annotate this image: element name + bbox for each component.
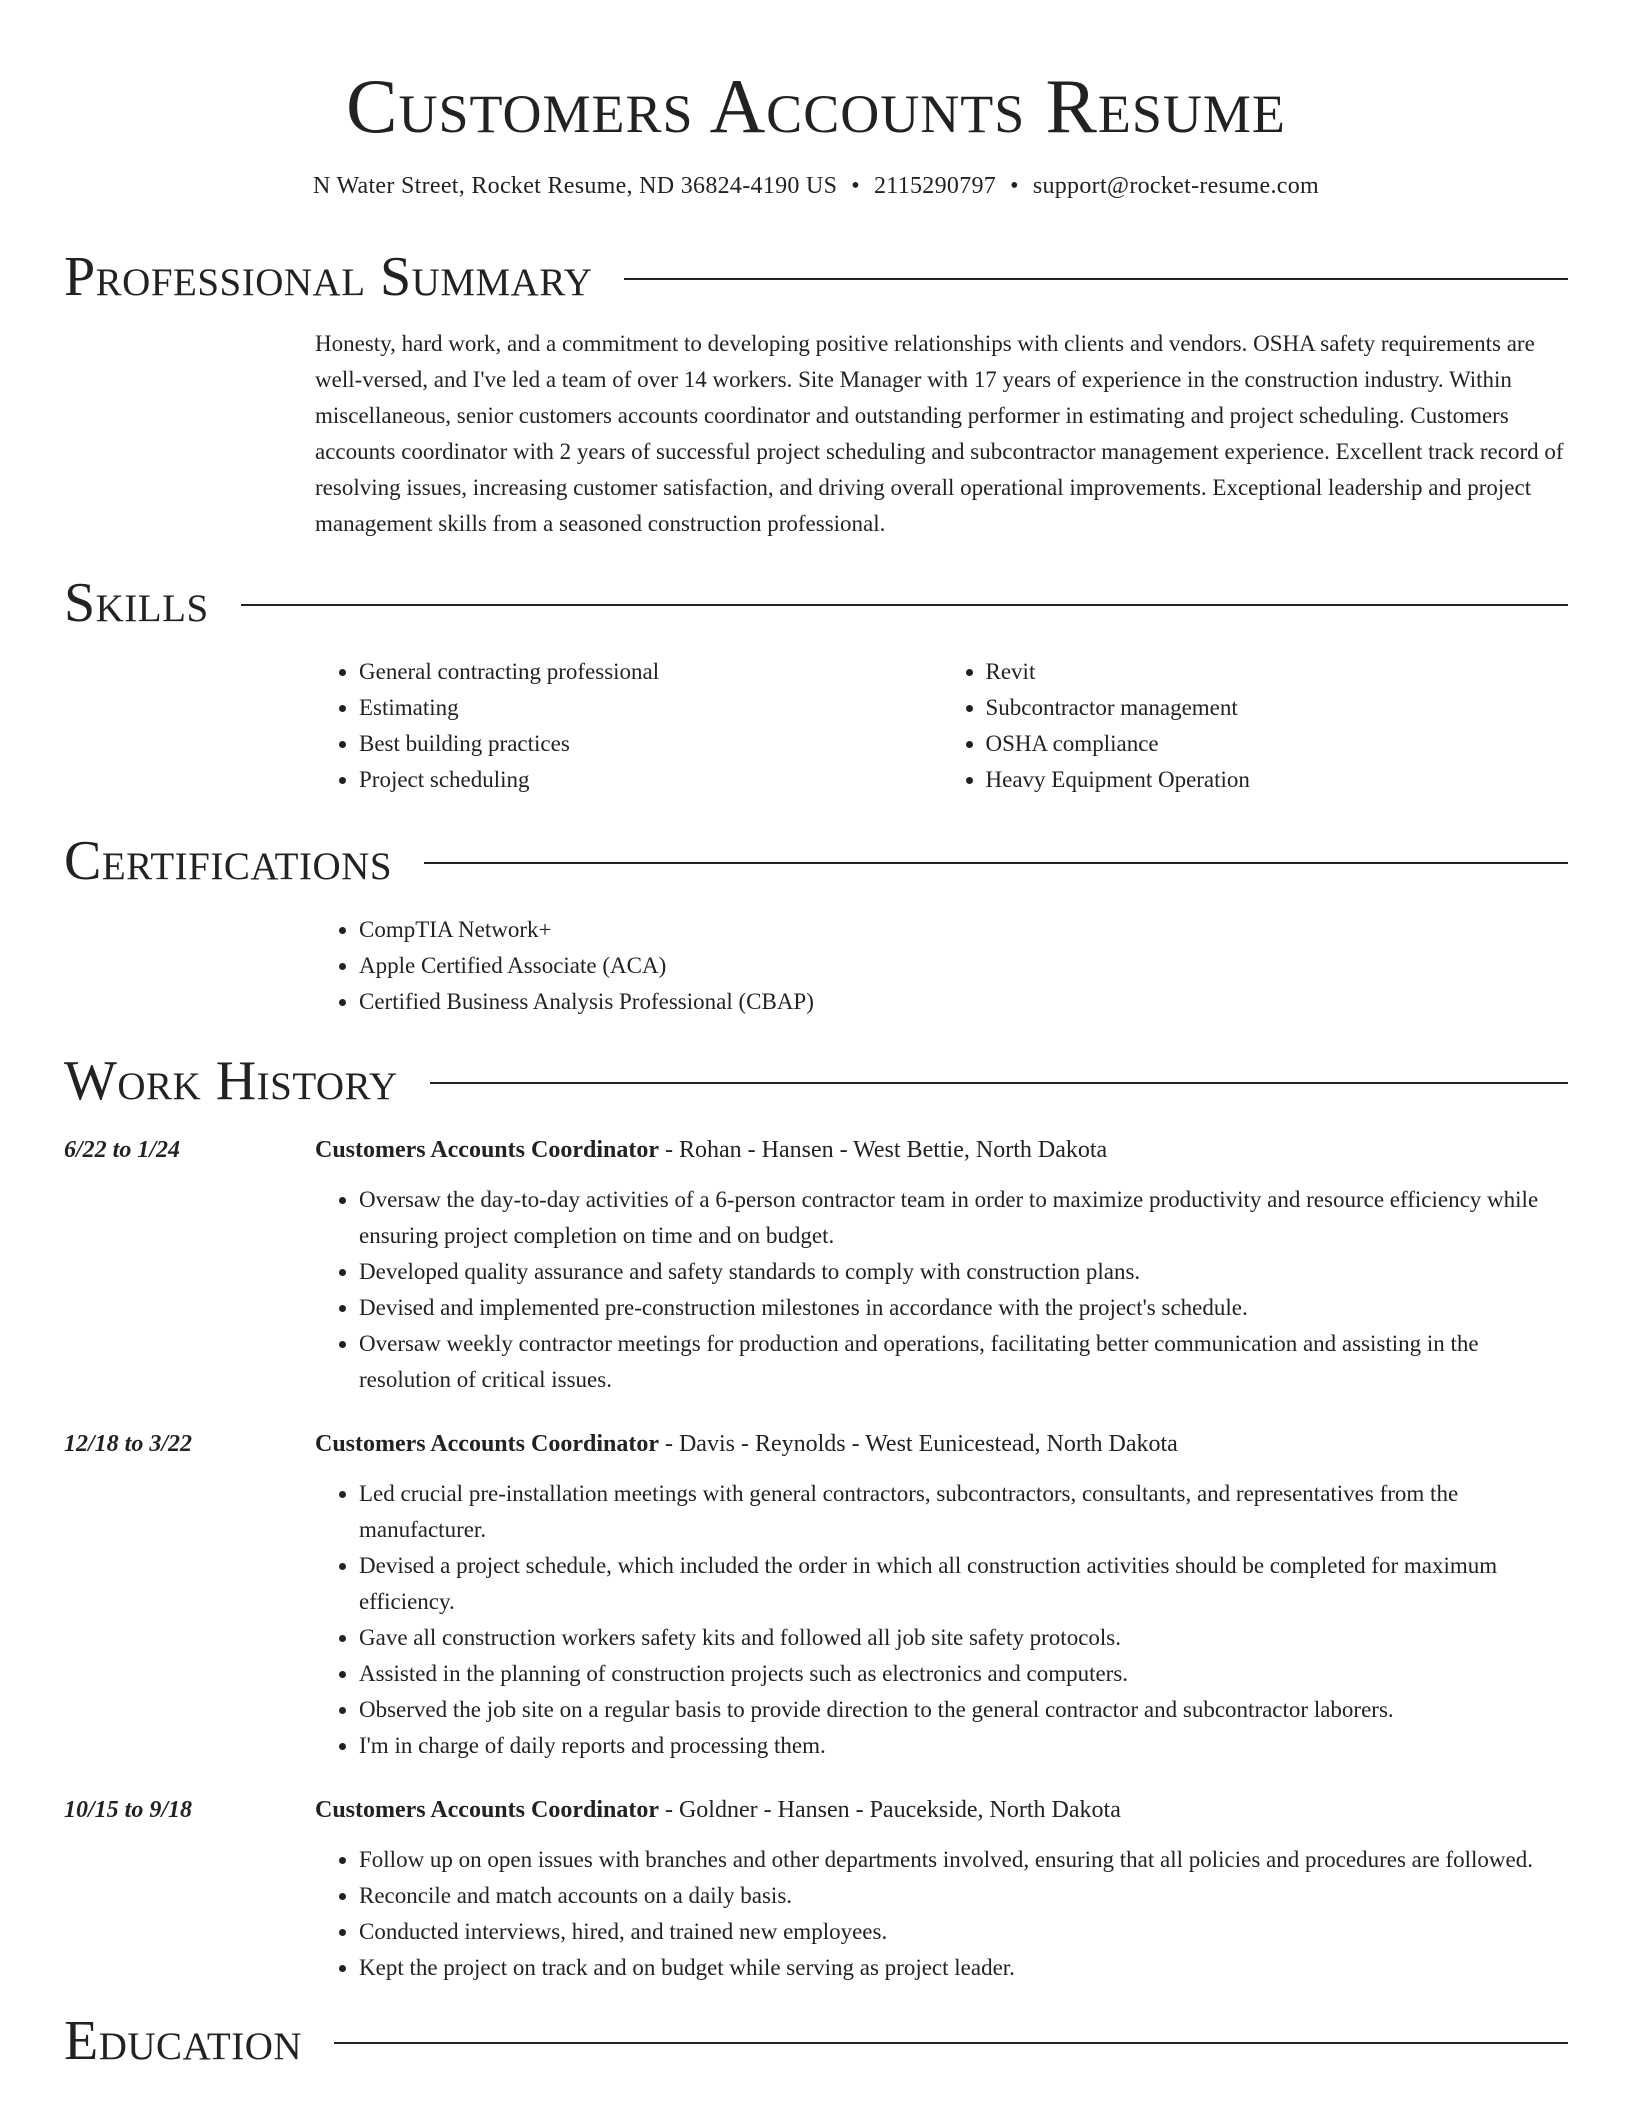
section-divider — [241, 604, 1568, 606]
job-title-line — [315, 1792, 1568, 1828]
job-company: - Davis - Reynolds - West Eunicestead, North Dakota — [658, 1431, 1178, 1457]
skills-section-header — [64, 572, 1568, 634]
job-title: Customers Accounts Coordinator — [315, 1137, 659, 1163]
job-title: Customers Accounts Coordinator — [315, 1797, 659, 1823]
job-bullets — [315, 1842, 1568, 1986]
certifications-heading: Certifications — [64, 830, 393, 892]
contact-separator: • — [851, 173, 860, 199]
job-bullet: • Kept the project on track and on budget while serving as project leader. — [359, 1950, 1568, 1986]
job-dates: 10/15 to 9/18 — [64, 1797, 193, 1823]
job-entry — [64, 1792, 1568, 1986]
certification-item: • Certified Business Analysis Professional (CBAP) — [359, 984, 1568, 1020]
section-divider — [334, 2042, 1568, 2044]
job-title: Customers Accounts Coordinator — [315, 1431, 659, 1457]
skills-grid — [315, 654, 1568, 798]
job-bullet: • Conducted interviews, hired, and trained new employees. — [359, 1914, 1568, 1950]
contact-email: support@rocket-resume.com — [1032, 173, 1319, 199]
job-bullet: • Led crucial pre-installation meetings with general contractors, subcontractors, consultants, and representatives from the manufacturer. — [359, 1476, 1568, 1548]
job-dates: 12/18 to 3/22 — [64, 1431, 193, 1457]
certifications-section-header — [64, 830, 1568, 892]
skill-item: • Revit — [986, 654, 1569, 690]
job-details — [315, 1132, 1568, 1398]
section-divider — [430, 1082, 1568, 1084]
skill-item: • General contracting professional — [359, 654, 942, 690]
skills-list-left — [315, 654, 942, 798]
job-bullet: • Developed quality assurance and safety standards to comply with construction plans. — [359, 1254, 1568, 1290]
summary-heading: Professional Summary — [64, 246, 593, 308]
work-history-section-header — [64, 1050, 1568, 1112]
contact-separator: • — [1010, 173, 1019, 199]
skill-item: • OSHA compliance — [986, 726, 1569, 762]
contact-phone: 2115290797 — [874, 173, 997, 199]
job-company: - Rohan - Hansen - West Bettie, North Dakota — [658, 1137, 1108, 1163]
skill-item: • Project scheduling — [359, 762, 942, 798]
job-bullets — [315, 1182, 1568, 1398]
certifications-block — [315, 912, 1568, 1020]
skill-item: • Estimating — [359, 690, 942, 726]
skill-item: • Heavy Equipment Operation — [986, 762, 1569, 798]
job-dates: 6/22 to 1/24 — [64, 1137, 181, 1163]
job-bullet: • Assisted in the planning of construction projects such as electronics and computers. — [359, 1656, 1568, 1692]
job-bullet: • Follow up on open issues with branches and other departments involved, ensuring that all policies and procedures are followed. — [359, 1842, 1568, 1878]
section-divider — [624, 278, 1568, 280]
certification-item: • CompTIA Network+ — [359, 912, 1568, 948]
job-bullet: • Reconcile and match accounts on a daily basis. — [359, 1878, 1568, 1914]
skills-heading: Skills — [64, 572, 209, 634]
job-bullet: • Observed the job site on a regular basis to provide direction to the general contractor and subcontractor laborers. — [359, 1692, 1568, 1728]
skill-item: • Subcontractor management — [986, 690, 1569, 726]
certifications-list — [315, 912, 1568, 1020]
job-bullets — [315, 1476, 1568, 1764]
job-bullet: • I'm in charge of daily reports and processing them. — [359, 1728, 1568, 1764]
job-entry — [64, 1426, 1568, 1764]
section-divider — [424, 862, 1568, 864]
summary-text: Honesty, hard work, and a commitment to developing positive relationships with clients and vendors. OSHA safety requirements are well-versed, and I've led a team of over 14 workers. Site Manager with 17 years of experience in the construction industry. Within miscellaneous, senior customers accounts coordinator and outstanding performer in estimating and project scheduling. Customers accounts coordinator with 2 years of successful project scheduling and subcontractor management experience. Excellent track record of resolving issues, increasing customer satisfaction, and driving overall operational improvements. Exceptional leadership and project management skills from a seasoned construction professional. — [315, 331, 1564, 536]
job-title-line — [315, 1132, 1568, 1168]
summary-section-header — [64, 246, 1568, 308]
job-details — [315, 1426, 1568, 1764]
certification-item: • Apple Certified Associate (ACA) — [359, 948, 1568, 984]
job-company: - Goldner - Hansen - Paucekside, North Dakota — [658, 1797, 1121, 1823]
contact-address: N Water Street, Rocket Resume, ND 36824-4190 US — [312, 173, 838, 199]
resume-title: Customers Accounts Resume — [346, 63, 1286, 149]
job-bullet: • Devised and implemented pre-construction milestones in accordance with the project's schedule. — [359, 1290, 1568, 1326]
job-bullet: • Gave all construction workers safety kits and followed all job site safety protocols. — [359, 1620, 1568, 1656]
job-title-line — [315, 1426, 1568, 1462]
job-entry — [64, 1132, 1568, 1398]
education-section-header — [64, 2010, 1568, 2072]
work-history-heading: Work History — [64, 1050, 398, 1112]
skills-list-right — [942, 654, 1569, 798]
job-details — [315, 1792, 1568, 1986]
skill-item: • Best building practices — [359, 726, 942, 762]
contact-line — [64, 170, 1568, 202]
job-bullet: • Devised a project schedule, which included the order in which all construction activities should be completed for maximum efficiency. — [359, 1548, 1568, 1620]
resume-page — [64, 0, 1568, 2072]
job-bullet: • Oversaw weekly contractor meetings for production and operations, facilitating better communication and assisting in the resolution of critical issues. — [359, 1326, 1568, 1398]
job-bullet: • Oversaw the day-to-day activities of a 6-person contractor team in order to maximize productivity and resource efficiency while ensuring project completion on time and on budget. — [359, 1182, 1568, 1254]
education-heading: Education — [64, 2010, 303, 2072]
